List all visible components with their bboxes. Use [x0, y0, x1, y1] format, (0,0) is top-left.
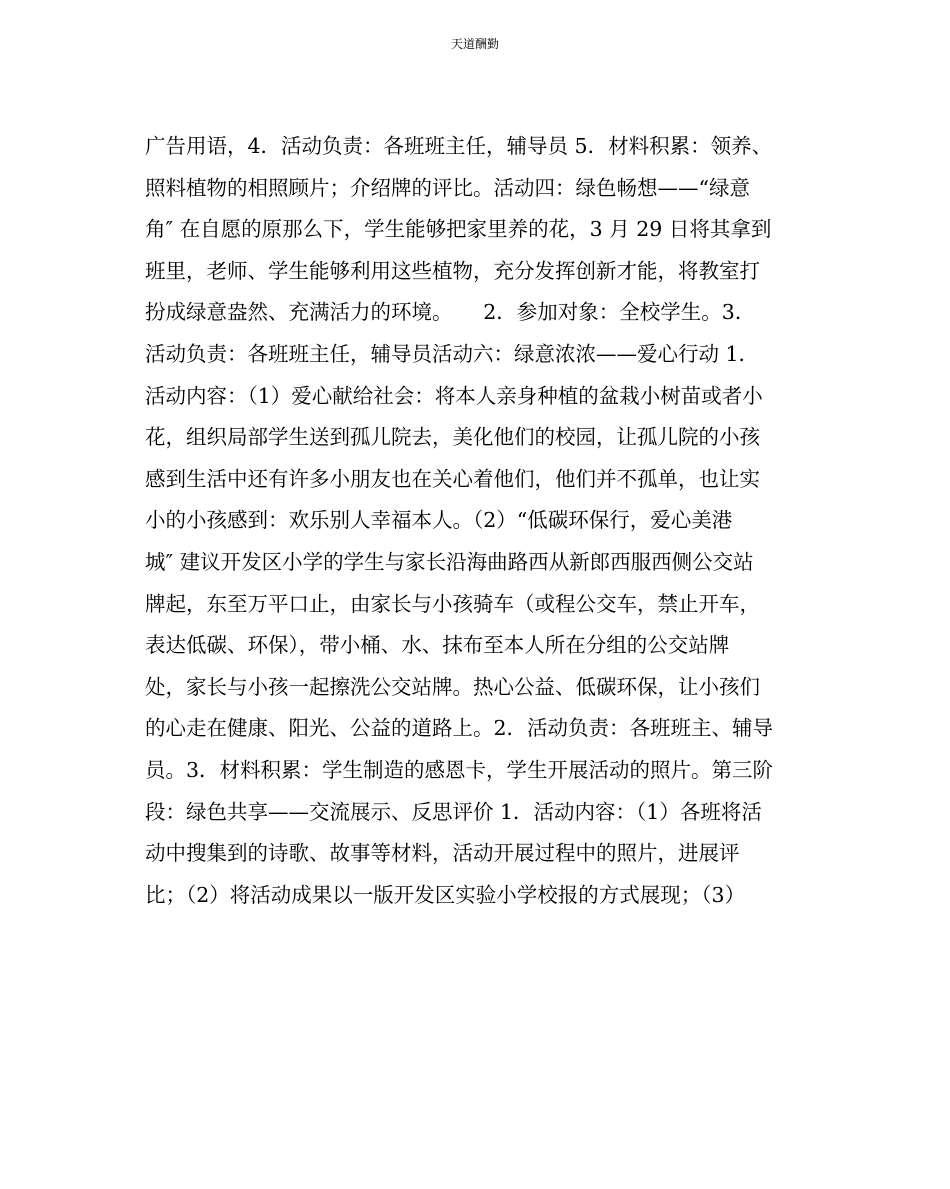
text-line: 城″ 建议开发区小学的学生与家长沿海曲路西从新郎西服西侧公交站: [145, 549, 754, 574]
text-line: 活动负责：各班班主任，辅导员活动六：绿意浓浓——爱心行动 1．: [145, 341, 760, 366]
text-line: 员。3．材料积累：学生制造的感恩卡，学生开展活动的照片。第三阶: [145, 757, 774, 782]
text-line: 表达低碳、环保），带小桶、水、抹布至本人所在分组的公交站牌: [145, 633, 730, 658]
text-line: 感到生活中还有许多小朋友也在关心着他们，他们并不孤单，也让实: [145, 466, 760, 491]
text-line: 广告用语，4．活动负责：各班班主任，辅导员 5．材料积累：领养、: [145, 134, 773, 158]
text-line: 小的小孩感到：欢乐别人幸福本人。（2）“低碳环保行，爱心美港: [145, 508, 733, 533]
page-header: 天道酬勤: [450, 37, 499, 51]
text-line: 段：绿色共享——交流展示、反思评价 1．活动内容：（1）各班将活: [145, 799, 762, 824]
text-line: 比；（2）将活动成果以一版开发区实验小学校报的方式展现；（3）: [145, 882, 746, 907]
text-line: 处，家长与小孩一起擦洗公交站牌。热心公益、低碳环保，让小孩们: [145, 674, 760, 699]
text-line: 花，组织局部学生送到孤儿院去，美化他们的校园，让孤儿院的小孩: [145, 425, 760, 450]
text-line: 牌起，东至万平口止，由家长与小孩骑车（或程公交车，禁止开车，: [145, 591, 760, 616]
text-line: 角″ 在自愿的原那么下，学生能够把家里养的花，3 月 29 日将其拿到: [145, 217, 772, 242]
text-line: 扮成绿意盎然、充满活力的环境。 2．参加对象：全校学生。3．: [145, 300, 756, 325]
text-line: 活动内容：（1）爱心献给社会：将本人亲身种植的盆栽小树苗或者小: [145, 383, 763, 408]
text-line: 班里，老师、学生能够利用这些植物，充分发挥创新才能，将教室打: [145, 258, 760, 283]
text-line: 的心走在健康、阳光、公益的道路上。2．活动负责：各班班主、辅导: [145, 716, 774, 741]
text-line: 照料植物的相照顾片；介绍牌的评比。活动四：绿色畅想——“绿意: [145, 175, 750, 200]
text-line: 动中搜集到的诗歌、故事等材料，活动开展过程中的照片，进展评: [145, 841, 740, 866]
body-paragraph: [145, 126, 817, 916]
